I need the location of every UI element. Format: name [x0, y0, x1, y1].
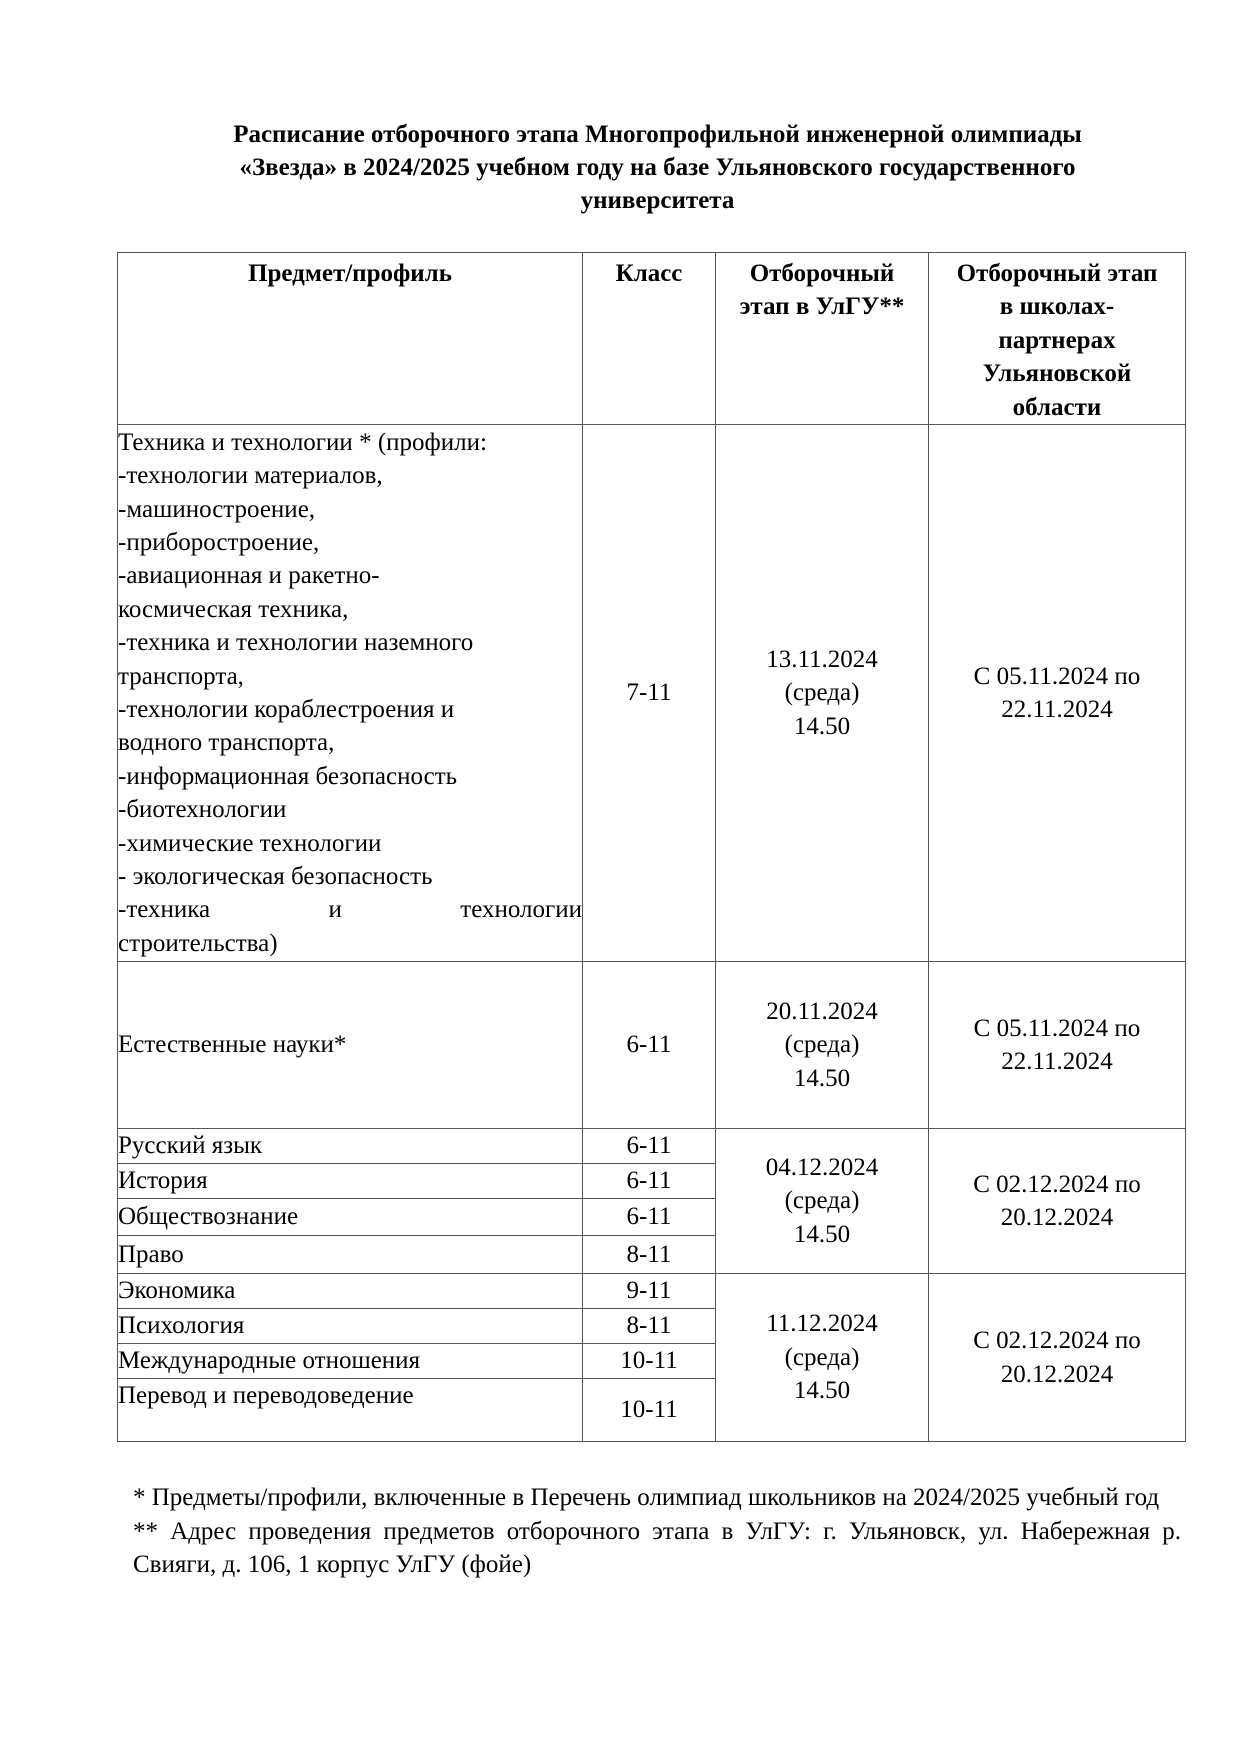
subject-line: -технологии материалов, — [118, 462, 383, 490]
footnote-1: * Предметы/профили, включенные в Перечень олимпиад школьников на 2024/2025 учебный год — [133, 1484, 1160, 1511]
header-ulgu-line: этап в УлГУ** — [739, 293, 905, 321]
subject-cell: Перевод и переводоведение — [118, 1379, 583, 1442]
ulgu-date-line: 14.50 — [793, 712, 851, 740]
grade-cell: 10-11 — [583, 1344, 716, 1379]
subject-line: -биотехнологии — [118, 796, 287, 824]
grade-cell: 8-11 — [583, 1309, 716, 1344]
header-schools-line: партнерах — [998, 326, 1116, 354]
subject-line: -авиационная и ракетно- — [118, 562, 380, 590]
schools-date-line: С 05.11.2024 по — [973, 1014, 1141, 1042]
header-schools — [929, 253, 1186, 425]
header-ulgu-line: Отборочный — [749, 260, 895, 287]
ulgu-date-line: 14.50 — [793, 1220, 851, 1248]
header-schools-line: области — [1012, 393, 1102, 421]
ulgu-date-line: 11.12.2024 — [766, 1310, 878, 1338]
subject-cell: Право — [118, 1236, 583, 1274]
subject-line: -химические технологии — [118, 829, 382, 857]
schools-date-line: 22.11.2024 — [1001, 696, 1113, 724]
schools-date-line: С 02.12.2024 по — [973, 1170, 1141, 1198]
title-line-2: «Звезда» в 2024/2025 учебном году на базе Ульяновского государственного — [239, 154, 1076, 181]
subject-line: -технологии кораблестроения и — [118, 696, 455, 724]
ulgu-date-cell — [716, 1129, 929, 1274]
title-line-1: Расписание отборочного этапа Многопрофильной инженерной олимпиады — [233, 121, 1082, 148]
subject-line: -приборостроение, — [118, 529, 320, 556]
ulgu-date-line: 20.11.2024 — [766, 997, 878, 1025]
subject-cell: Русский язык — [118, 1129, 583, 1164]
subject-line: - экологическая безопасность — [118, 863, 433, 891]
grade-cell: 6-11 — [583, 1199, 716, 1236]
subject-cell: Психология — [118, 1309, 583, 1344]
subject-cell: Международные отношения — [118, 1344, 583, 1379]
subject-cell: Естественные науки* — [118, 962, 583, 1129]
subject-cell: Экономика — [118, 1274, 583, 1309]
ulgu-date-line: (среда) — [784, 1343, 860, 1371]
ulgu-date-line: 14.50 — [793, 1377, 851, 1405]
ulgu-date-line: 04.12.2024 — [765, 1153, 879, 1181]
subject-cell: Обществознание — [118, 1199, 583, 1236]
subject-line: -техника и технологии — [118, 896, 582, 924]
ulgu-date-line: 14.50 — [793, 1064, 851, 1092]
schools-date-cell — [929, 962, 1186, 1129]
subject-cell — [118, 425, 583, 962]
schools-date-cell — [929, 1274, 1186, 1442]
grade-cell: 6-11 — [583, 1129, 716, 1164]
subject-line: транспорта, — [118, 662, 244, 690]
table-row — [118, 962, 1186, 1129]
grade-cell: 10-11 — [583, 1379, 716, 1442]
schools-date-line: 22.11.2024 — [1001, 1048, 1113, 1076]
ulgu-date-line: (среда) — [784, 679, 860, 707]
table-header-row — [118, 253, 1186, 425]
grade-cell: 6-11 — [583, 1164, 716, 1199]
page-title — [120, 118, 1195, 217]
grade-cell: 9-11 — [583, 1274, 716, 1309]
subject-line: -машиностроение, — [118, 495, 316, 523]
table-row — [118, 1129, 1186, 1164]
header-grade: Класс — [583, 253, 716, 425]
ulgu-date-line: (среда) — [784, 1187, 860, 1215]
title-line-3: университета — [580, 187, 735, 214]
subject-line: Техника и технологии * (профили: — [118, 428, 487, 456]
schools-date-line: С 05.11.2024 по — [973, 662, 1141, 690]
subject-line: строительства) — [118, 929, 278, 957]
subject-cell: История — [118, 1164, 583, 1199]
grade-cell: 6-11 — [583, 962, 716, 1129]
header-schools-line: в школах- — [999, 293, 1115, 321]
header-subject: Предмет/профиль — [118, 253, 583, 425]
subject-line: водного транспорта, — [118, 729, 335, 757]
ulgu-date-cell — [716, 1274, 929, 1442]
header-schools-line: Ульяновской — [982, 360, 1132, 388]
footnote-2: ** Адрес проведения предметов отборочного этапа в УлГУ: г. Ульяновск, ул. Набережная р. Свияги, д. 106, 1 корпус УлГУ (фойе) — [133, 1517, 1181, 1578]
schools-date-cell — [929, 1129, 1186, 1274]
subject-line: космическая техника, — [118, 595, 349, 623]
header-ulgu — [716, 253, 929, 425]
grade-cell: 7-11 — [583, 425, 716, 962]
subject-line: -информационная безопасность — [118, 762, 458, 790]
schools-date-line: С 02.12.2024 по — [973, 1327, 1141, 1355]
grade-cell: 8-11 — [583, 1236, 716, 1274]
table-row — [118, 425, 1186, 962]
schools-date-line: 20.12.2024 — [1000, 1204, 1114, 1232]
header-schools-line: Отборочный этап — [956, 260, 1158, 287]
ulgu-date-line: 13.11.2024 — [766, 645, 878, 673]
ulgu-date-line: (среда) — [784, 1031, 860, 1059]
ulgu-date-cell — [716, 962, 929, 1129]
table-row — [118, 1274, 1186, 1309]
schedule-table — [117, 252, 1186, 1442]
subject-line: -техника и технологии наземного — [118, 629, 474, 657]
footnotes — [133, 1481, 1181, 1582]
ulgu-date-cell — [716, 425, 929, 962]
schools-date-cell — [929, 425, 1186, 962]
schools-date-line: 20.12.2024 — [1000, 1360, 1114, 1388]
